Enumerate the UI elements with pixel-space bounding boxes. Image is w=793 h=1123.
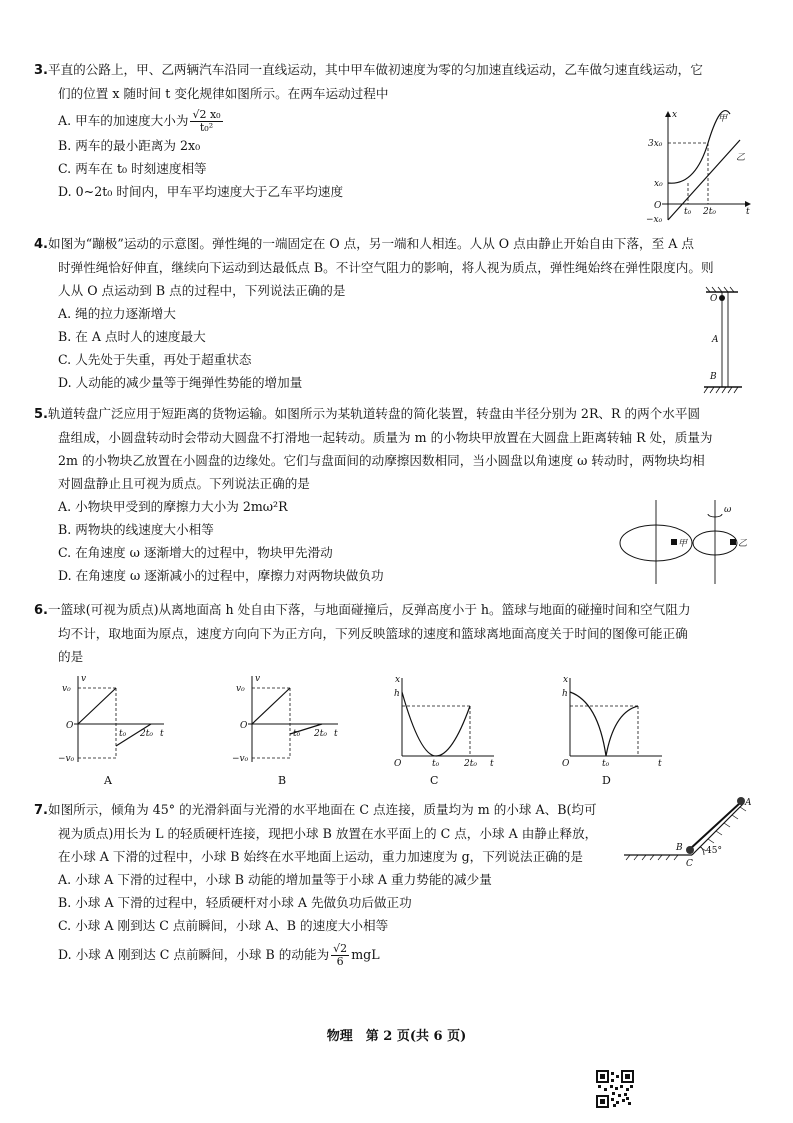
tick-label: v₀ <box>62 684 71 694</box>
incline-diagram <box>620 795 760 867</box>
graph-letter: B <box>278 774 287 787</box>
fraction: $\frac{\text{√2 x₀}}{\text{t₀²}}$ <box>192 108 221 134</box>
axis-label: x <box>563 675 569 685</box>
tick-label: h <box>562 689 568 699</box>
option-d: D. 人动能的减少量等于绳弹性势能的增加量 <box>58 375 303 390</box>
question-stem: 时弹性绳恰好伸直，继续向下运动到达最低点 B。不计空气阻力的影响，将人视为质点，弹性绳始终在弹性限度内。则 <box>58 260 714 275</box>
question-stem: 在小球 A 下滑的过程中，小球 B 始终在水平地面上运动，重力加速度为 g，下列说法正确的是 <box>58 849 583 864</box>
origin-label: O <box>562 759 570 769</box>
graph-option-d <box>558 672 673 787</box>
axis-label: v <box>255 674 261 684</box>
graph-letter: A <box>104 774 112 787</box>
angle-label: 45° <box>706 846 722 856</box>
qr-code-icon <box>596 1070 634 1108</box>
question-stem: 2m 的小物块乙放置在小圆盘的边缘处。它们与盘面间的动摩擦因数相同，当小圆盘以角速度 ω 转动时，两物块均相 <box>58 453 705 468</box>
tick-label: 2t₀ <box>703 207 716 217</box>
question-4 <box>34 232 764 394</box>
tick-label: 3x₀ <box>648 139 663 149</box>
tick-label: 2t₀ <box>140 729 153 739</box>
option-b: B. 小球 A 下滑的过程中，轻质硬杆对小球 A 先做负功后做正功 <box>58 895 412 910</box>
axis-label: x <box>395 675 401 685</box>
axis-label: t <box>490 759 494 769</box>
origin-label: O <box>240 721 248 731</box>
question-6 <box>34 598 764 668</box>
option-b: B. 两车的最小距离为 2x₀ <box>58 138 201 153</box>
question-stem: 轨道转盘广泛应用于短距离的货物运输。如图所示为某轨道转盘的简化装置，转盘由半径分别为 2R、R 的两个水平圆 <box>47 406 701 421</box>
question-stem: 均不计，取地面为原点，速度方向向下为正方向，下列反映篮球的速度和篮球离地面高度关于时间的图像可能正确 <box>58 626 688 641</box>
tick-label: t₀ <box>602 759 610 769</box>
tick-label: −v₀ <box>58 754 75 764</box>
origin-label: O <box>66 721 74 731</box>
bungee-diagram <box>700 282 745 397</box>
point-label-a: A <box>712 335 719 345</box>
tick-label: v₀ <box>236 684 245 694</box>
option-c: C. 两车在 t₀ 时刻速度相等 <box>58 161 207 176</box>
option-d: D. 0~2t₀ 时间内，甲车平均速度大于乙车平均速度 <box>58 184 344 199</box>
block-label-jia: 甲 <box>678 539 688 549</box>
option-a: A. 小球 A 下滑的过程中，小球 B 动能的增加量等于小球 A 重力势能的减少量 <box>58 872 492 887</box>
axis-label: t <box>160 729 164 739</box>
option-a: A. 小物块甲受到的摩擦力大小为 2mω²R <box>58 499 288 514</box>
question-number: 7. <box>34 803 48 818</box>
question-7 <box>34 798 634 968</box>
graph-option-b <box>230 672 345 787</box>
graph-letter: C <box>430 774 439 787</box>
question-stem: 人从 O 点运动到 B 点的过程中，下列说法正确的是 <box>58 283 346 298</box>
line-label-yi: 乙 <box>736 153 746 163</box>
axis-label-x: x <box>672 110 678 120</box>
axis-label: v <box>81 674 87 684</box>
question-stem: 们的位置 x 随时间 t 变化规律如图所示。在两车运动过程中 <box>58 86 389 101</box>
tick-label: h <box>394 689 400 699</box>
question-stem: 盘组成，小圆盘转动时会带动大圆盘不打滑地一起转动。质量为 m 的小物块甲放置在大圆盘上距离转轴 R 处，质量为 <box>58 430 713 445</box>
graph-option-a <box>56 672 171 787</box>
tick-label: 2t₀ <box>464 759 477 769</box>
option-a: A. 绳的拉力逐渐增大 <box>58 306 176 321</box>
question-stem: 一篮球(可视为质点)从离地面高 h 处自由下落，与地面碰撞后，反弹高度小于 h。篮球与地面的碰撞时间和空气阻力 <box>47 602 691 617</box>
graph-letter: D <box>602 774 611 787</box>
tick-label: t₀ <box>432 759 440 769</box>
origin-label: O <box>394 759 402 769</box>
position-time-graph <box>640 108 755 226</box>
ball-label-b: B <box>676 843 683 853</box>
point-label-b: B <box>710 372 717 382</box>
tick-label: 2t₀ <box>314 729 327 739</box>
point-label-c: C <box>686 859 693 867</box>
question-stem: 平直的公路上，甲、乙两辆汽车沿同一直线运动，其中甲车做初速度为零的匀加速直线运动，乙车做匀速直线运动，它 <box>47 62 703 77</box>
axis-label-t: t <box>746 207 750 217</box>
question-number: 4. <box>34 237 48 252</box>
curve-label-jia: 甲 <box>718 114 728 124</box>
omega-label: ω <box>724 505 732 515</box>
question-stem: 如图为“蹦极”运动的示意图。弹性绳的一端固定在 O 点，另一端和人相连。人从 O 点由静止开始自由下落，至 A 点 <box>47 236 694 251</box>
option-d: D. 小球 A 刚到达 C 点前瞬间，小球 B 的动能为 $\frac{√2}{6}$ mgL <box>58 942 380 968</box>
option-c: C. 小球 A 刚到达 C 点前瞬间，小球 A、B 的速度大小相等 <box>58 918 389 933</box>
tick-label: t₀ <box>293 729 301 739</box>
origin-label: O <box>654 201 662 211</box>
tick-label: t₀ <box>119 729 127 739</box>
ball-label-a: A <box>745 798 752 808</box>
question-stem: 对圆盘静止且可视为质点。下列说法正确的是 <box>58 476 310 491</box>
tick-label: −x₀ <box>646 215 663 225</box>
axis-label: t <box>658 759 662 769</box>
page-footer: 物理 第 2 页(共 6 页) <box>326 1029 467 1044</box>
tick-label: t₀ <box>684 207 692 217</box>
axis-label: t <box>334 729 338 739</box>
question-stem: 的是 <box>58 649 84 664</box>
question-stem: 如图所示，倾角为 45° 的光滑斜面与光滑的水平地面在 C 点连接，质量均为 m 的小球 A、B(均可 <box>47 802 597 817</box>
turntable-diagram <box>618 496 763 588</box>
tick-label: −v₀ <box>232 754 249 764</box>
question-number: 5. <box>34 407 48 422</box>
option-c: C. 人先处于失重，再处于超重状态 <box>58 352 252 367</box>
option-b: B. 在 A 点时人的速度最大 <box>58 329 206 344</box>
question-number: 6. <box>34 603 48 618</box>
option-a: A. 甲车的加速度大小为 $\frac{\text{√2 x₀}}{\text{t₀²}}$ <box>58 108 221 134</box>
fraction: $\frac{√2}{6}$ <box>333 942 348 968</box>
point-label-o: O <box>710 294 718 304</box>
option-d: D. 在角速度 ω 逐渐减小的过程中，摩擦力对两物块做负功 <box>58 568 384 583</box>
option-c: C. 在角速度 ω 逐渐增大的过程中，物块甲先滑动 <box>58 545 333 560</box>
question-number: 3. <box>34 63 48 78</box>
graph-option-c <box>390 672 505 787</box>
block-label-yi: 乙 <box>738 539 748 549</box>
option-b: B. 两物块的线速度大小相等 <box>58 522 214 537</box>
tick-label: x₀ <box>654 179 663 189</box>
question-stem: 视为质点)用长为 L 的轻质硬杆连接，现把小球 B 放置在水平面上的 C 点，小球 A 由静止释放， <box>58 826 598 841</box>
